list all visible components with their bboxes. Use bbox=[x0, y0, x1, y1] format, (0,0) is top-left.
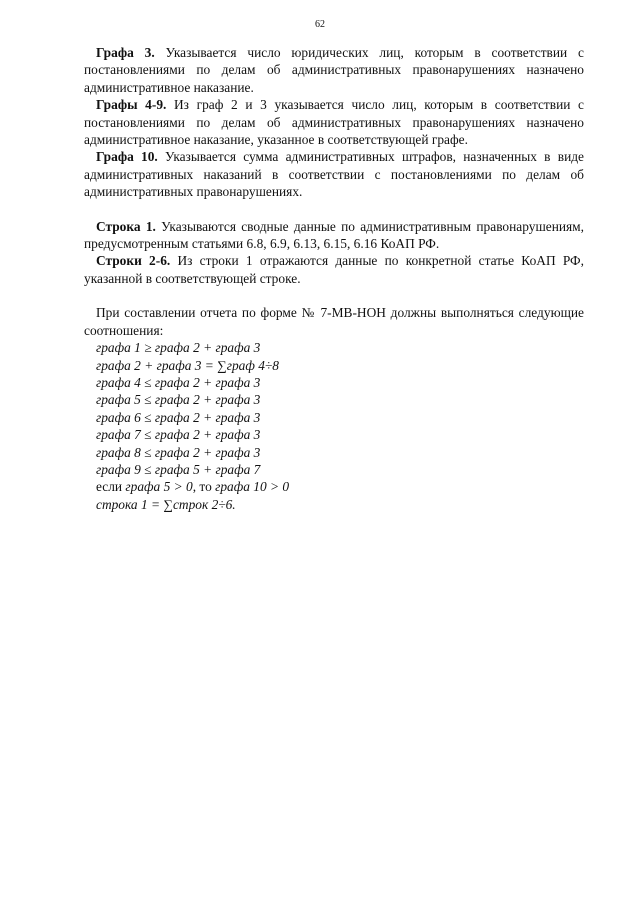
paragraph-label: Строки 2-6. bbox=[96, 253, 171, 269]
paragraph-label: Графы 4-9. bbox=[96, 97, 167, 113]
formula-conditional bbox=[96, 478, 584, 495]
formula-line: графа 8 ≤ графа 2 + графа 3 bbox=[96, 444, 261, 460]
relations-intro: При составлении отчета по форме № 7-МВ-НОН должны выполняться следующие соотношения: bbox=[84, 305, 584, 338]
paragraph-text: Указываются сводные данные по административным правонарушениям, предусмотренным статьями 6.8, 6.9, 6.13, 6.15, 6.16 КоАП РФ. bbox=[84, 218, 585, 252]
formula-conditional-result: графа 10 > 0 bbox=[215, 479, 290, 495]
paragraph-stroka-1 bbox=[84, 218, 584, 253]
paragraph-text: Из строки 1 отражаются данные по конкретной статье КоАП РФ, указанной в соответствующей строке. bbox=[84, 253, 584, 286]
formula-line: графа 7 ≤ графа 2 + графа 3 bbox=[96, 427, 261, 443]
paragraph-label: Графа 10. bbox=[96, 149, 158, 165]
document-body bbox=[84, 44, 584, 513]
paragraph-text: Указывается число юридических лиц, которым в соответствии с постановлениями по делам об административных правонарушениях назначено административное наказание. bbox=[84, 45, 584, 95]
formula-line: графа 4 ≤ графа 2 + графа 3 bbox=[96, 374, 261, 390]
formula-conditional-prefix: если bbox=[96, 479, 126, 495]
spacer bbox=[84, 287, 584, 304]
formula-line: графа 5 ≤ графа 2 + графа 3 bbox=[96, 392, 261, 408]
page-number: 62 bbox=[315, 19, 325, 30]
formula-conditional-condition: графа 5 > 0 bbox=[125, 479, 193, 495]
formula-line: графа 9 ≤ графа 5 + графа 7 bbox=[96, 461, 261, 477]
paragraph-label: Графа 3. bbox=[96, 45, 155, 60]
formula-line: строка 1 = ∑строк 2÷6. bbox=[96, 496, 236, 512]
paragraph-label: Строка 1. bbox=[96, 218, 156, 234]
formula-line: графа 1 ≥ графа 2 + графа 3 bbox=[96, 340, 261, 356]
paragraph-text: Из граф 2 и 3 указывается число лиц, которым в соответствии с постановлениями по делам об административных правонарушениях назначено административное наказание, указанное в соответствующей графе. bbox=[84, 97, 584, 148]
paragraph-grafy-4-9 bbox=[84, 96, 584, 148]
paragraph-grafa-3 bbox=[84, 44, 584, 96]
spacer bbox=[84, 201, 584, 218]
paragraph-grafa-10 bbox=[84, 148, 584, 200]
formula-line: графа 6 ≤ графа 2 + графа 3 bbox=[96, 409, 261, 425]
formula-list bbox=[84, 339, 584, 513]
formula-line: графа 2 + графа 3 = ∑граф 4÷8 bbox=[96, 357, 279, 373]
paragraph-text: Указывается сумма административных штрафов, назначенных в виде административных наказаний в соответствии с постановлениями по делам об административных правонарушениях. bbox=[84, 149, 584, 200]
paragraph-stroki-2-6 bbox=[84, 252, 584, 287]
formula-conditional-mid: , то bbox=[192, 479, 216, 495]
